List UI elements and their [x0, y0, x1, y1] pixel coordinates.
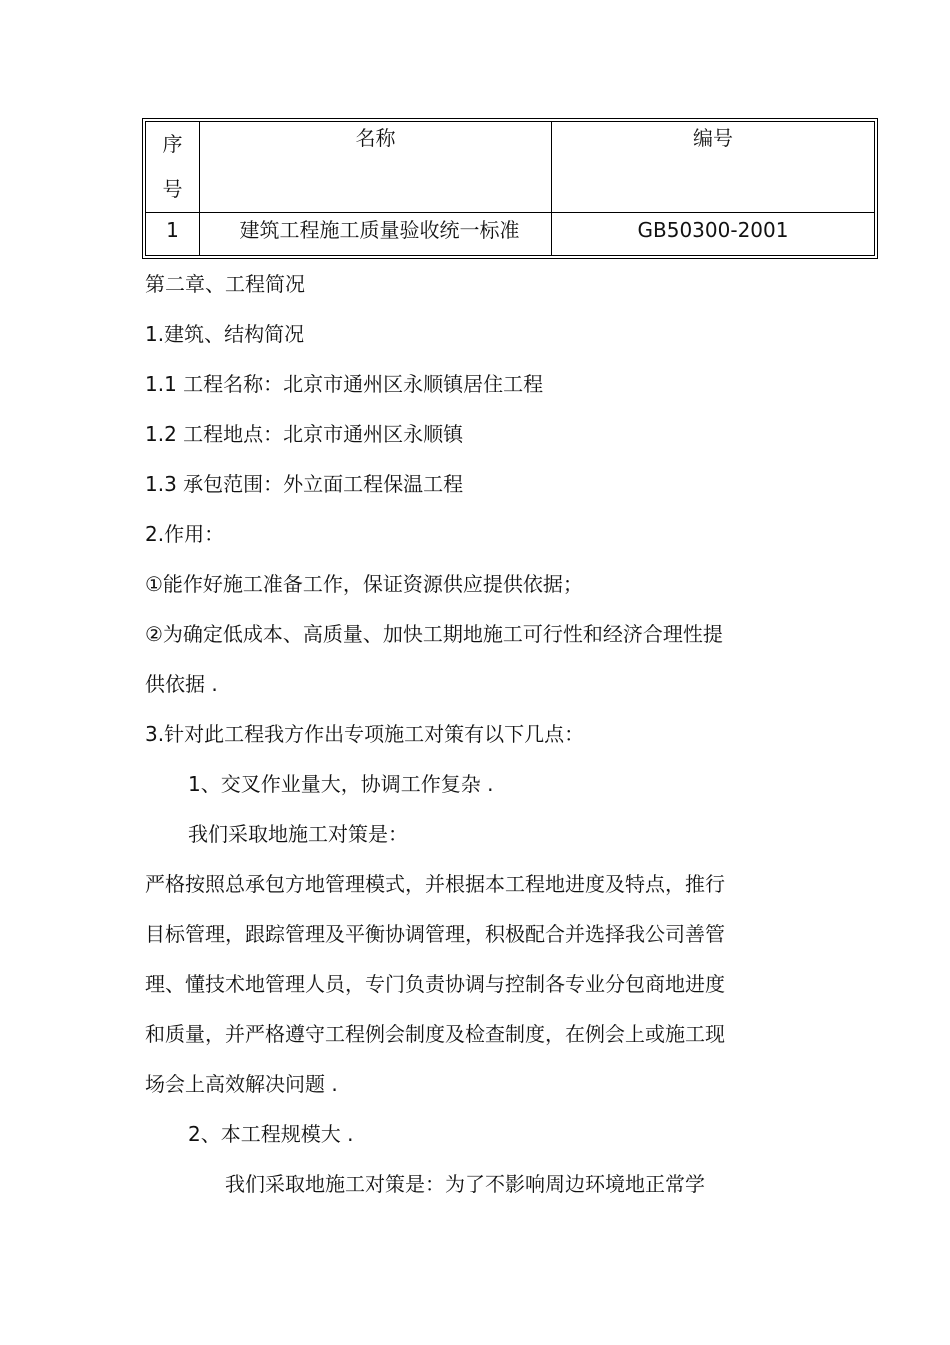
point-2-title: 2、本工程规模大 .	[188, 1122, 354, 1146]
purpose-item-1: ①能作好施工准备工作，保证资源供应提供依据；	[145, 572, 583, 596]
header-index-cell	[146, 122, 200, 213]
point-2-lead: 我们采取地施工对策是：为了不影响周边环境地正常学	[225, 1172, 705, 1196]
row-name-cell: 建筑工程施工质量验收统一标准	[200, 213, 552, 256]
table-row	[146, 213, 875, 256]
table-header-row	[146, 122, 875, 213]
purpose-item-2-line1: ②为确定低成本、高质量、加快工期地施工可行性和经济合理性提	[145, 622, 723, 646]
row-index-cell: 1	[146, 213, 200, 256]
point-1-lead: 我们采取地施工对策是：	[188, 822, 408, 846]
point-1-text-line4: 和质量，并严格遵守工程例会制度及检查制度，在例会上或施工现	[145, 1022, 725, 1046]
project-location-line: 1.2 工程地点：北京市通州区永顺镇	[145, 422, 464, 446]
point-1-title: 1、交叉作业量大，协调工作复杂 .	[188, 772, 494, 796]
contract-scope-line: 1.3 承包范围：外立面工程保温工程	[145, 472, 464, 496]
point-1-text-line5: 场会上高效解决问题 .	[145, 1072, 338, 1096]
header-name-cell: 名称	[200, 122, 552, 213]
header-index-line2: 号	[162, 177, 183, 201]
header-code-cell: 编号	[552, 122, 875, 213]
header-index-line1: 序	[162, 132, 183, 156]
purpose-item-2-line2: 供依据 .	[145, 672, 218, 696]
point-1-text-line2: 目标管理，跟踪管理及平衡协调管理，积极配合并选择我公司善管	[145, 922, 725, 946]
project-name-line: 1.1 工程名称：北京市通州区永顺镇居住工程	[145, 372, 544, 396]
standards-table	[145, 121, 875, 256]
row-code-cell: GB50300-2001	[552, 213, 875, 256]
section-1-heading: 1.建筑、结构简况	[145, 322, 305, 346]
section-3-heading: 3.针对此工程我方作出专项施工对策有以下几点：	[145, 722, 585, 746]
point-1-text-line1: 严格按照总承包方地管理模式，并根据本工程地进度及特点，推行	[145, 872, 725, 896]
point-1-text-line3: 理、懂技术地管理人员，专门负责协调与控制各专业分包商地进度	[145, 972, 725, 996]
standards-table-frame	[142, 118, 878, 259]
section-2-heading: 2.作用：	[145, 522, 225, 546]
chapter-heading: 第二章、工程简况	[145, 272, 305, 296]
